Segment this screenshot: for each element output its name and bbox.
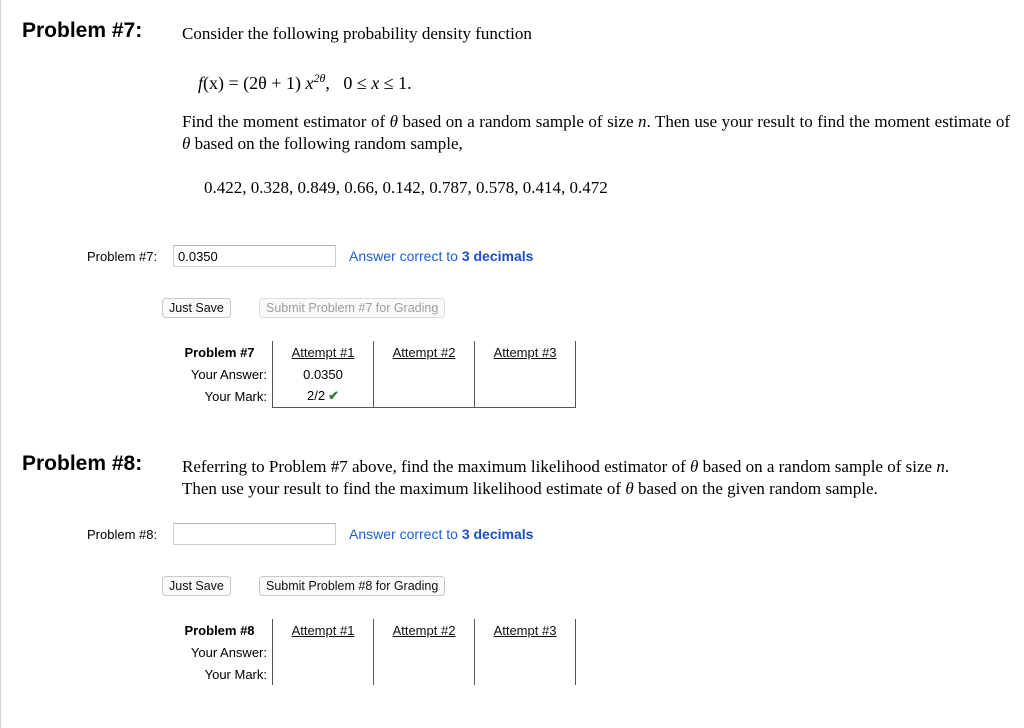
problem-8-question: Referring to Problem #7 above, find the maximum likelihood estimator of θ based on a random sample of size n. Then use your result to find the maximum likelihood estimate of θ based on the given random sample. bbox=[182, 457, 950, 498]
problem-7-submit-button[interactable]: Submit Problem #7 for Grading bbox=[259, 298, 445, 318]
attempt-2-answer bbox=[374, 641, 475, 663]
attempt-1-answer bbox=[273, 641, 374, 663]
problem-7-precision-hint: Answer correct to 3 decimals bbox=[349, 248, 534, 264]
attempt-2-mark bbox=[374, 663, 475, 685]
attempt-1-link[interactable]: Attempt #1 bbox=[291, 622, 355, 638]
attempt-2-link[interactable]: Attempt #2 bbox=[392, 344, 456, 360]
table-row bbox=[167, 663, 576, 685]
problem-7-answer-label: Problem #7: bbox=[87, 249, 158, 264]
attempt-3-link[interactable]: Attempt #3 bbox=[493, 344, 557, 360]
table-row bbox=[167, 619, 576, 641]
problem-7-heading: Problem #7: bbox=[22, 19, 143, 42]
problem-8-precision-hint: Answer correct to 3 decimals bbox=[349, 526, 534, 542]
attempt-2-mark bbox=[374, 385, 475, 408]
problem-7-intro: Consider the following probability density function bbox=[182, 24, 532, 43]
problem-8-answer-input[interactable] bbox=[173, 523, 336, 545]
problem-7-question: Find the moment estimator of θ based on a random sample of size n. Then use your result to find the moment estimate of θ based on the following random sample, bbox=[182, 112, 1010, 153]
problem-7-table-header: Problem #7 bbox=[167, 341, 273, 363]
attempt-1-answer: 0.0350 bbox=[273, 363, 374, 385]
checkmark-icon: ✔ bbox=[328, 388, 339, 403]
attempt-3-mark bbox=[475, 385, 576, 408]
attempt-3-answer bbox=[475, 363, 576, 385]
table-row bbox=[167, 341, 576, 363]
problem-8-answer-label: Problem #8: bbox=[87, 527, 158, 542]
attempt-3-link[interactable]: Attempt #3 bbox=[493, 622, 557, 638]
attempt-1-mark: 2/2 ✔ bbox=[273, 385, 374, 408]
random-sample: 0.422, 0.328, 0.849, 0.66, 0.142, 0.787, 0.578, 0.414, 0.472 bbox=[204, 178, 608, 197]
problem-7-answer-input[interactable] bbox=[173, 245, 336, 267]
attempt-2-answer bbox=[374, 363, 475, 385]
problem-8-table-header: Problem #8 bbox=[167, 619, 273, 641]
problem-8-heading: Problem #8: bbox=[22, 452, 143, 475]
page-left-border bbox=[0, 0, 1, 728]
attempt-3-answer bbox=[475, 641, 576, 663]
attempt-3-mark bbox=[475, 663, 576, 685]
your-mark-label: Your Mark: bbox=[167, 385, 273, 408]
attempt-2-link[interactable]: Attempt #2 bbox=[392, 622, 456, 638]
your-mark-label: Your Mark: bbox=[167, 663, 273, 685]
your-answer-label: Your Answer: bbox=[167, 641, 273, 663]
pdf-formula: f(x) = (2θ + 1) $x^{2\theta}$, 0 ≤ x ≤ 1. bbox=[198, 71, 412, 93]
problem-7-just-save-button[interactable]: Just Save bbox=[162, 298, 231, 318]
attempt-1-mark bbox=[273, 663, 374, 685]
problem-8-attempts-table bbox=[167, 619, 576, 685]
table-row bbox=[167, 363, 576, 385]
problem-7-attempts-table bbox=[167, 341, 576, 408]
table-row bbox=[167, 385, 576, 408]
problem-8-submit-button[interactable]: Submit Problem #8 for Grading bbox=[259, 576, 445, 596]
problem-8-just-save-button[interactable]: Just Save bbox=[162, 576, 231, 596]
attempt-1-link[interactable]: Attempt #1 bbox=[291, 344, 355, 360]
your-answer-label: Your Answer: bbox=[167, 363, 273, 385]
table-row bbox=[167, 641, 576, 663]
